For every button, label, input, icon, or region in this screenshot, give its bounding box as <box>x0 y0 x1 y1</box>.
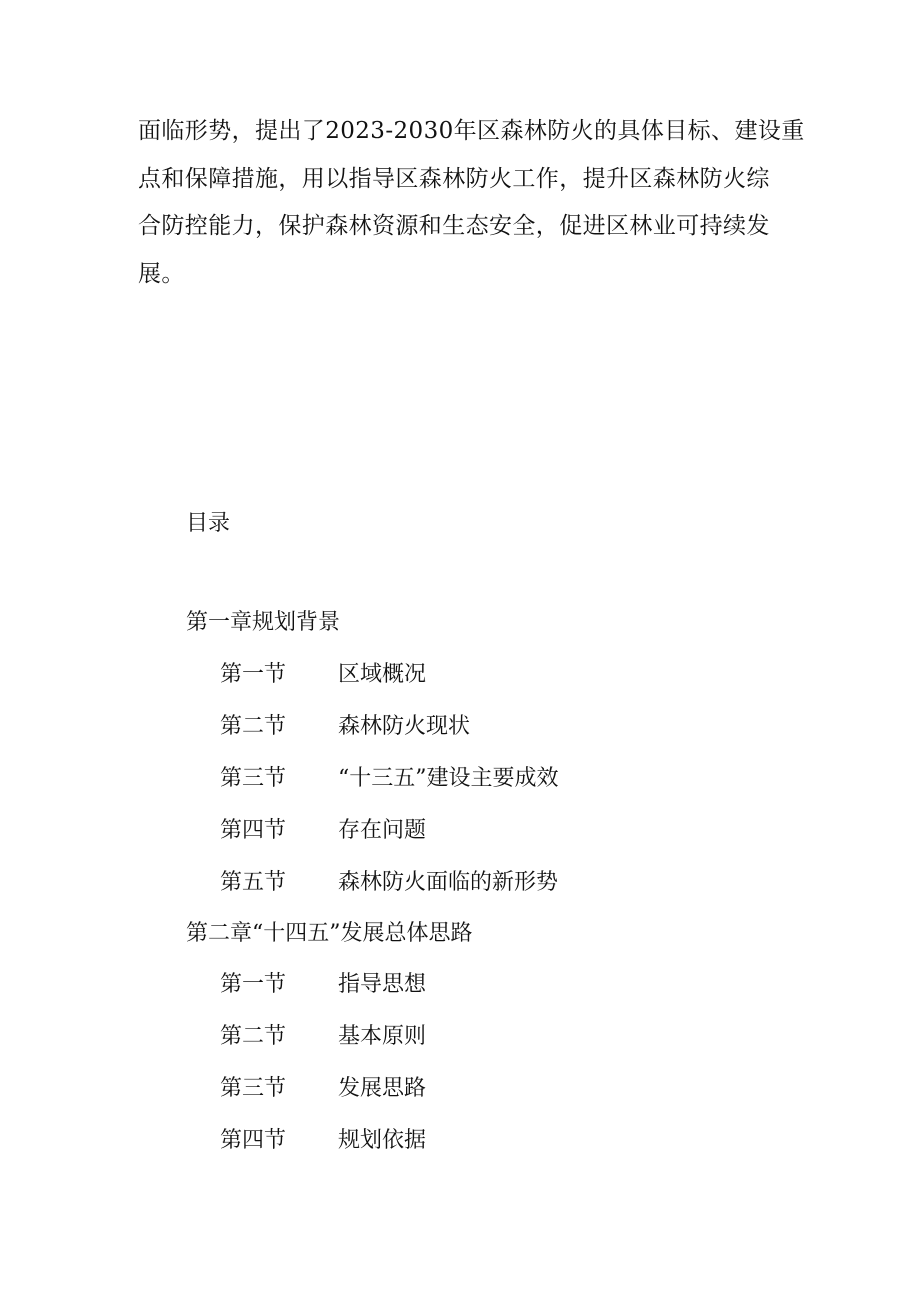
intro-paragraph <box>138 108 805 298</box>
toc-section-title: 规划依据 <box>338 1128 427 1153</box>
intro-line: 展。 <box>138 260 185 287</box>
toc-section-title: 基本原则 <box>338 1024 427 1049</box>
toc-section-title: 区域概况 <box>338 662 427 687</box>
toc-section-number: 第二节 <box>220 1024 287 1049</box>
toc-section-number: 第四节 <box>220 818 287 843</box>
toc-section-title: 森林防火现状 <box>338 714 471 739</box>
toc-section-number: 第四节 <box>220 1128 287 1153</box>
toc-chapter-2: 第二章“十四五”发展总体思路 <box>186 921 473 946</box>
intro-line: 面临形势，提出了2023-2030年区森林防火的具体目标、建设重 <box>138 118 805 144</box>
toc-title: 目录 <box>186 511 231 536</box>
toc-section-number: 第三节 <box>220 766 287 791</box>
intro-line: 合防控能力，保护森林资源和生态安全，促进区林业可持续发 <box>138 213 770 239</box>
toc-section-number: 第二节 <box>220 714 287 739</box>
toc-section-title: 指导思想 <box>338 972 427 997</box>
toc-chapter-1: 第一章规划背景 <box>186 610 341 635</box>
intro-line: 点和保障措施，用以指导区森林防火工作，提升区森林防火综 <box>138 165 770 192</box>
toc-section-number: 第一节 <box>220 662 287 687</box>
toc-section-number: 第三节 <box>220 1076 287 1101</box>
toc-section-title: “十三五”建设主要成效 <box>338 766 559 791</box>
toc-section-number: 第一节 <box>220 972 287 997</box>
toc-section-title: 森林防火面临的新形势 <box>338 870 559 895</box>
toc-section-number: 第五节 <box>220 870 287 895</box>
toc-section-title: 发展思路 <box>338 1076 427 1101</box>
toc-section-title: 存在问题 <box>338 818 427 843</box>
